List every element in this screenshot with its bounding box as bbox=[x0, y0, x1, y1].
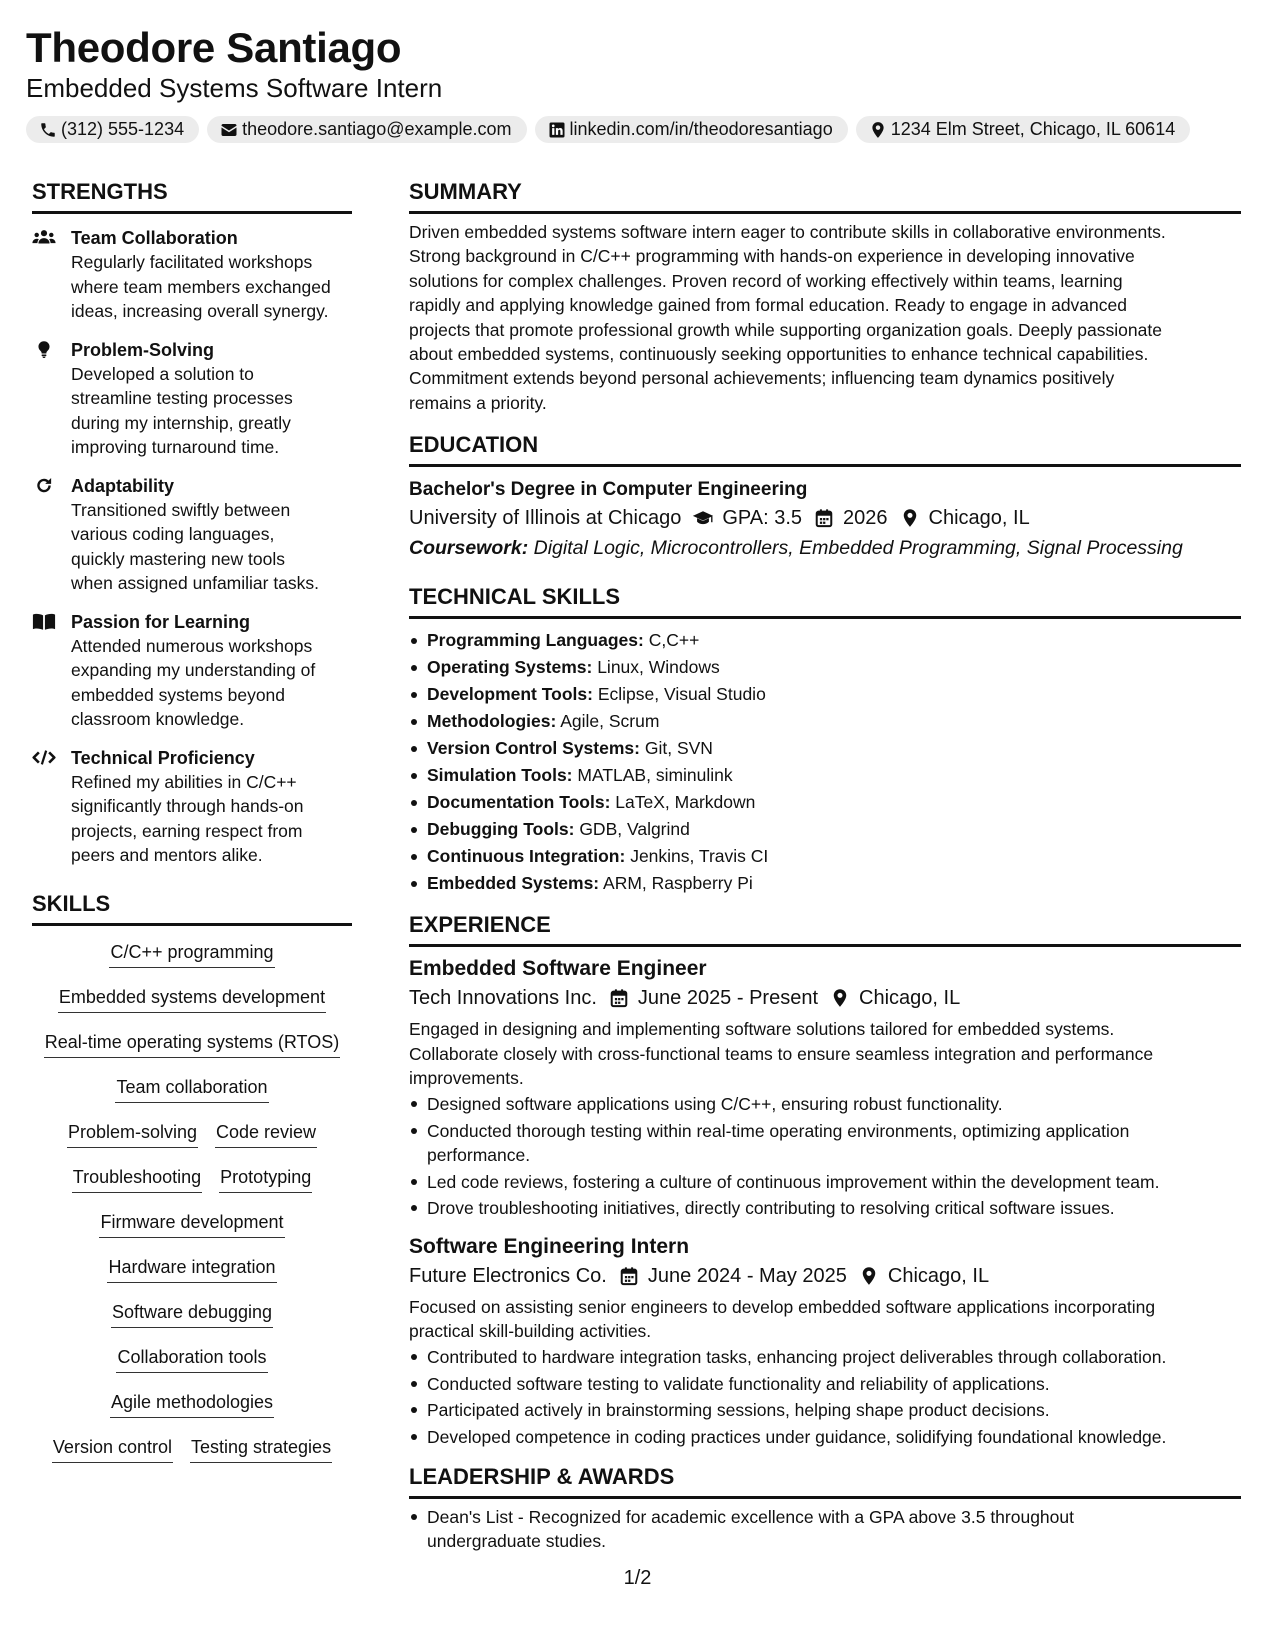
job-bullet bbox=[409, 1092, 1241, 1116]
school-location: Chicago, IL bbox=[928, 507, 1030, 530]
refresh-icon bbox=[32, 476, 56, 496]
resume-header bbox=[26, 22, 1256, 143]
job-bullet bbox=[409, 1119, 1241, 1168]
skill-tag: Troubleshooting bbox=[72, 1165, 202, 1193]
tech-label: Methodologies: bbox=[427, 711, 557, 732]
tech-label: Version Control Systems: bbox=[427, 738, 640, 759]
bullet-line: Participated actively in brainstorming sessions, helping shape product decisions. bbox=[427, 1400, 1050, 1421]
skill-row bbox=[72, 1165, 312, 1210]
skill-tag: C/C++ programming bbox=[109, 940, 274, 968]
skill-tag: Agile methodologies bbox=[110, 1390, 274, 1418]
phone-icon bbox=[39, 121, 57, 139]
tech-value: MATLAB, siminulink bbox=[577, 765, 733, 786]
bullet-line: Drove troubleshooting initiatives, directly contributing to resolving critical software issues. bbox=[427, 1198, 1115, 1219]
summary-heading: SUMMARY bbox=[409, 178, 1241, 214]
right-column bbox=[409, 178, 1241, 1554]
technical-skills-heading: TECHNICAL SKILLS bbox=[409, 583, 1241, 619]
summary-text bbox=[409, 220, 1241, 415]
skill-row bbox=[111, 1300, 273, 1345]
contact-email[interactable] bbox=[207, 116, 526, 143]
leadership-bullet bbox=[409, 1505, 1241, 1554]
strength-line: significantly through hands-on bbox=[71, 796, 304, 816]
map-pin-icon bbox=[869, 121, 887, 139]
job-title: Embedded Software Engineer bbox=[409, 957, 707, 981]
job-title: Software Engineering Intern bbox=[409, 1234, 690, 1258]
envelope-icon bbox=[220, 121, 238, 139]
strength-item bbox=[32, 746, 352, 868]
job-description bbox=[409, 1295, 1241, 1344]
strength-name: Problem-Solving bbox=[71, 339, 215, 360]
tech-value: Git, SVN bbox=[644, 738, 713, 759]
job-location: Chicago, IL bbox=[887, 1264, 990, 1287]
tech-label: Simulation Tools: bbox=[427, 765, 573, 786]
technical-skill-item bbox=[409, 816, 1241, 843]
strength-description bbox=[71, 362, 352, 460]
tech-label: Documentation Tools: bbox=[427, 792, 611, 813]
lightbulb-icon bbox=[32, 340, 56, 360]
company-name: Tech Innovations Inc. bbox=[409, 987, 597, 1010]
tech-label: Development Tools: bbox=[427, 684, 593, 705]
technical-skill-item bbox=[409, 843, 1241, 870]
skill-row bbox=[52, 1435, 332, 1480]
strength-line: where team members exchanged bbox=[71, 276, 331, 297]
tech-value: ARM, Raspberry Pi bbox=[603, 873, 753, 894]
summary-line: projects that promote professional growth while supporting organization goals. Deeply passionate bbox=[409, 319, 1162, 340]
strength-description bbox=[71, 250, 352, 324]
summary-line: rapidly and applying knowledge gained from formal education. Ready to engage in advanced bbox=[409, 295, 1127, 316]
tech-value: Agile, Scrum bbox=[560, 711, 660, 732]
education-meta bbox=[409, 503, 1241, 533]
bullet-line: undergraduate studies. bbox=[427, 1531, 607, 1552]
skill-row bbox=[110, 1390, 274, 1435]
strength-line: projects, earning respect from bbox=[71, 820, 303, 841]
job-desc-line: Focused on assisting senior engineers to develop embedded software applications incorporating bbox=[409, 1296, 1156, 1317]
technical-skill-item bbox=[409, 654, 1241, 681]
strength-name: Adaptability bbox=[71, 475, 175, 496]
strength-line: classroom knowledge. bbox=[71, 709, 245, 729]
contact-phone-text: (312) 555-1234 bbox=[61, 119, 185, 139]
skill-row bbox=[99, 1210, 284, 1255]
job-bullets bbox=[409, 1092, 1241, 1220]
strength-name: Technical Proficiency bbox=[71, 747, 255, 768]
skill-tag: Problem-solving bbox=[67, 1120, 198, 1148]
job-bullet bbox=[409, 1345, 1241, 1369]
strength-line: improving turnaround time. bbox=[71, 437, 280, 457]
job-location: Chicago, IL bbox=[859, 987, 961, 1010]
book-icon bbox=[32, 612, 56, 632]
tech-label: Embedded Systems: bbox=[427, 873, 600, 894]
technical-skill-item bbox=[409, 627, 1241, 654]
contact-phone[interactable] bbox=[26, 116, 199, 143]
map-pin-icon bbox=[829, 988, 851, 1008]
strength-line: Regularly facilitated workshops bbox=[71, 252, 313, 272]
job-desc-line: Engaged in designing and implementing software solutions tailored for embedded systems. bbox=[409, 1019, 1115, 1040]
skill-tag: Version control bbox=[52, 1435, 173, 1463]
leadership-bullets bbox=[409, 1505, 1241, 1554]
code-icon bbox=[32, 748, 56, 768]
technical-skill-item bbox=[409, 708, 1241, 735]
experience-heading: EXPERIENCE bbox=[409, 911, 1241, 947]
skill-row bbox=[44, 1030, 340, 1075]
leadership-heading: LEADERSHIP & AWARDS bbox=[409, 1463, 1241, 1499]
strength-line: various coding languages, bbox=[71, 524, 275, 544]
job-bullets bbox=[409, 1345, 1241, 1449]
company-name: Future Electronics Co. bbox=[409, 1264, 607, 1287]
skill-row bbox=[116, 1345, 267, 1390]
coursework-list: Digital Logic, Microcontrollers, Embedded Programming, Signal Processing bbox=[533, 537, 1183, 560]
tech-value: Jenkins, Travis CI bbox=[630, 846, 769, 867]
calendar-icon bbox=[608, 988, 630, 1008]
strength-description bbox=[71, 634, 352, 732]
strength-line: Transitioned swiftly between bbox=[71, 499, 291, 520]
strength-line: Developed a solution to bbox=[71, 363, 254, 384]
job-bullet bbox=[409, 1398, 1241, 1422]
strength-item bbox=[32, 226, 352, 324]
bullet-line: Designed software applications using C/C++, ensuring robust functionality. bbox=[427, 1094, 1003, 1115]
skill-tag: Embedded systems development bbox=[58, 985, 326, 1013]
summary-line: Driven embedded systems software intern eager to contribute skills in collaborative environments. bbox=[409, 222, 1166, 242]
strength-line: streamline testing processes bbox=[71, 388, 293, 408]
job-entry bbox=[409, 955, 1241, 1220]
skill-row bbox=[115, 1075, 268, 1120]
map-pin-icon bbox=[858, 1266, 880, 1286]
skill-row bbox=[107, 1255, 276, 1300]
tech-value: GDB, Valgrind bbox=[579, 819, 690, 840]
contact-email-text: theodore.santiago@example.com bbox=[242, 119, 512, 139]
tech-label: Continuous Integration: bbox=[427, 846, 626, 867]
skill-tag: Code review bbox=[215, 1120, 317, 1148]
left-column bbox=[32, 178, 352, 1480]
tech-value: Eclipse, Visual Studio bbox=[597, 684, 766, 705]
technical-skill-item bbox=[409, 789, 1241, 816]
contact-address-text: 1234 Elm Street, Chicago, IL 60614 bbox=[890, 119, 1176, 139]
degree-name: Bachelor's Degree in Computer Engineering bbox=[409, 479, 808, 501]
strength-line: ideas, increasing overall synergy. bbox=[71, 301, 329, 321]
strength-description bbox=[71, 770, 352, 868]
tech-label: Operating Systems: bbox=[427, 657, 593, 678]
calendar-icon bbox=[813, 508, 835, 528]
graduation-year: 2026 bbox=[843, 507, 888, 530]
linkedin-icon bbox=[548, 121, 566, 139]
contact-linkedin[interactable] bbox=[535, 116, 848, 143]
summary-line: Commitment extends beyond personal achievements; influencing team dynamics positively bbox=[409, 368, 1115, 389]
technical-skill-item bbox=[409, 870, 1241, 897]
strength-name: Passion for Learning bbox=[71, 611, 251, 632]
tech-value: Linux, Windows bbox=[597, 657, 720, 678]
skill-tag: Software debugging bbox=[111, 1300, 273, 1328]
calendar-icon bbox=[618, 1266, 640, 1286]
gpa-value: GPA: 3.5 bbox=[722, 507, 803, 530]
strength-line: during my internship, greatly bbox=[71, 412, 291, 433]
job-description bbox=[409, 1017, 1241, 1090]
skills-list bbox=[32, 940, 352, 1480]
bullet-line: performance. bbox=[427, 1145, 531, 1166]
bullet-line: Conducted software testing to validate functionality and reliability of applications. bbox=[427, 1373, 1050, 1394]
strength-line: Refined my abilities in C/C++ bbox=[71, 771, 297, 792]
contact-bar bbox=[26, 116, 1256, 143]
school-name: University of Illinois at Chicago bbox=[409, 507, 682, 530]
bullet-line: Conducted thorough testing within real-time operating environments, optimizing application bbox=[427, 1120, 1130, 1141]
users-icon bbox=[32, 228, 56, 248]
job-bullet bbox=[409, 1425, 1241, 1449]
strength-line: when assigned unfamiliar tasks. bbox=[71, 573, 320, 593]
skill-tag: Prototyping bbox=[219, 1165, 312, 1193]
technical-skill-item bbox=[409, 681, 1241, 708]
strength-line: embedded systems beyond bbox=[71, 684, 286, 705]
tech-label: Debugging Tools: bbox=[427, 819, 575, 840]
summary-line: Strong background in C/C++ programming with hands-on experience in developing innovative bbox=[409, 246, 1135, 267]
job-desc-line: improvements. bbox=[409, 1068, 524, 1089]
skill-row bbox=[109, 940, 274, 985]
summary-line: remains a priority. bbox=[409, 392, 547, 413]
technical-skill-item bbox=[409, 735, 1241, 762]
strength-name: Team Collaboration bbox=[71, 228, 238, 248]
strength-item bbox=[32, 338, 352, 460]
job-meta bbox=[409, 983, 1241, 1013]
strength-description bbox=[71, 498, 352, 596]
job-desc-line: practical skill-building activities. bbox=[409, 1320, 652, 1341]
summary-line: about embedded systems, continuously seeking opportunities to enhance technical capabilities. bbox=[409, 344, 1149, 365]
strength-item bbox=[32, 474, 352, 596]
bullet-line: Dean's List - Recognized for academic excellence with a GPA above 3.5 throughout bbox=[427, 1506, 1074, 1527]
job-meta bbox=[409, 1261, 1241, 1291]
strengths-heading: STRENGTHS bbox=[32, 178, 352, 214]
graduation-cap-icon bbox=[692, 508, 714, 528]
strength-item bbox=[32, 610, 352, 732]
summary-line: solutions for complex challenges. Proven record of working effectively within teams, learning bbox=[409, 270, 1123, 291]
job-dates: June 2025 - Present bbox=[637, 987, 819, 1010]
job-desc-line: Collaborate closely with cross-functional teams to ensure seamless integration and performance bbox=[409, 1043, 1154, 1064]
tech-value: C,C++ bbox=[648, 630, 700, 651]
technical-skill-item bbox=[409, 762, 1241, 789]
education-heading: EDUCATION bbox=[409, 431, 1241, 467]
job-dates: June 2024 - May 2025 bbox=[647, 1264, 847, 1287]
skill-tag: Firmware development bbox=[99, 1210, 284, 1238]
tech-value: LaTeX, Markdown bbox=[615, 792, 756, 813]
skill-row bbox=[58, 985, 326, 1030]
candidate-name: Theodore Santiago bbox=[26, 24, 402, 71]
tech-label: Programming Languages: bbox=[427, 630, 644, 651]
strength-line: Attended numerous workshops bbox=[71, 635, 313, 656]
coursework-label: Coursework: bbox=[409, 537, 529, 560]
skill-tag: Collaboration tools bbox=[116, 1345, 267, 1373]
technical-skills-list bbox=[409, 627, 1241, 897]
strength-line: expanding my understanding of bbox=[71, 660, 316, 680]
job-bullet bbox=[409, 1372, 1241, 1396]
contact-linkedin-text: linkedin.com/in/theodoresantiago bbox=[569, 119, 833, 139]
candidate-title: Embedded Systems Software Intern bbox=[26, 73, 443, 103]
skills-heading: SKILLS bbox=[32, 890, 352, 926]
contact-address[interactable] bbox=[856, 116, 1191, 143]
job-bullet bbox=[409, 1196, 1241, 1220]
map-pin-icon bbox=[899, 508, 921, 528]
strength-line: quickly mastering new tools bbox=[71, 548, 285, 569]
bullet-line: Led code reviews, fostering a culture of continuous improvement within the development team. bbox=[427, 1171, 1160, 1192]
skill-tag: Team collaboration bbox=[115, 1075, 268, 1103]
job-bullet bbox=[409, 1170, 1241, 1194]
skill-tag: Testing strategies bbox=[190, 1435, 332, 1463]
page-number: 1/2 bbox=[623, 1567, 652, 1589]
job-entry bbox=[409, 1233, 1241, 1449]
bullet-line: Contributed to hardware integration tasks, enhancing project deliverables through collaboration. bbox=[427, 1347, 1167, 1368]
strength-line: peers and mentors alike. bbox=[71, 845, 263, 865]
skill-row bbox=[67, 1120, 317, 1165]
coursework bbox=[409, 533, 1241, 563]
bullet-line: Developed competence in coding practices under guidance, solidifying foundational knowledge. bbox=[427, 1426, 1167, 1447]
skill-tag: Hardware integration bbox=[107, 1255, 276, 1283]
skill-tag: Real-time operating systems (RTOS) bbox=[44, 1030, 340, 1058]
